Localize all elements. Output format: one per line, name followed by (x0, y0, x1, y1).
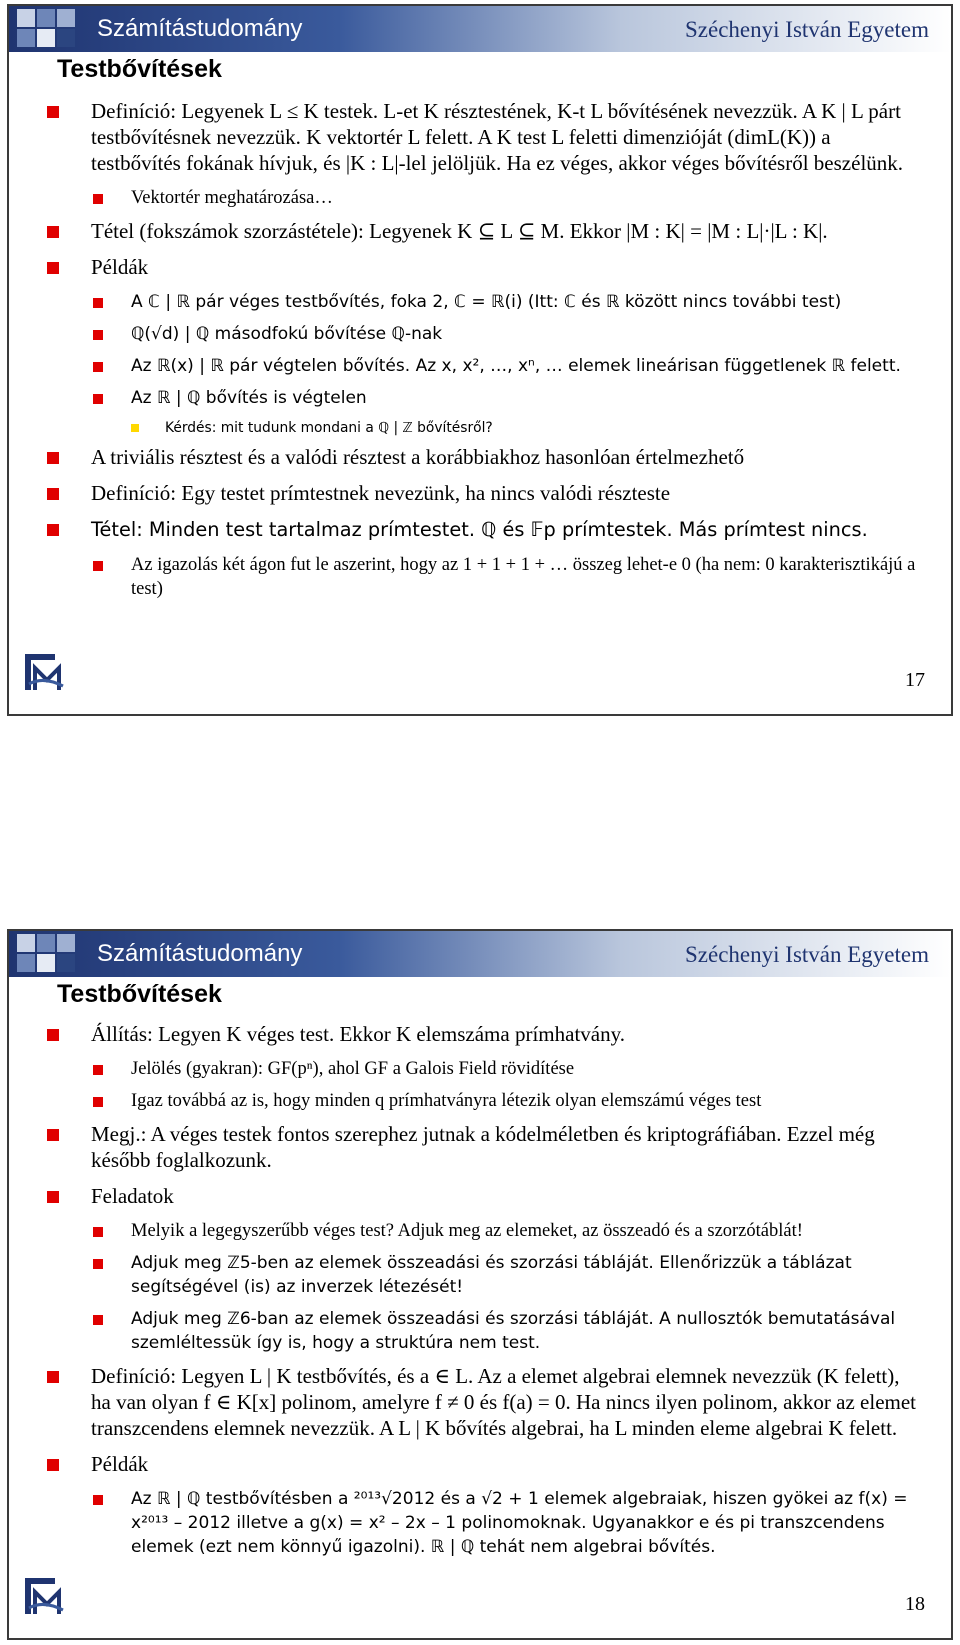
bullet-text: Melyik a legegyszerűbb véges test? Adjuk meg az elemeket, az összeadó és a szorzótáblát! (131, 1221, 803, 1241)
bullet-text: Feladatok (91, 1184, 174, 1208)
bullet-square-icon (93, 1227, 103, 1237)
decorative-squares-icon (17, 9, 97, 49)
bullet (39, 1089, 921, 1113)
bullet-square-icon (93, 1495, 103, 1505)
slide-17 (7, 4, 953, 716)
bullet (39, 1251, 921, 1299)
bullet-square-icon (93, 1097, 103, 1107)
header-university: Széchenyi István Egyetem (685, 17, 929, 42)
bullet (39, 444, 921, 470)
bullet (39, 1057, 921, 1081)
bullet (39, 1219, 921, 1243)
bullet (39, 1183, 921, 1209)
bullet-square-icon (93, 194, 103, 204)
header-bar (9, 931, 951, 977)
university-logo-icon (23, 652, 65, 692)
bullet-text: ℚ(√d) | ℚ másodfokú bővítése ℚ-nak (131, 324, 443, 344)
bullet-text: Tétel: Minden test tartalmaz prímtestet. ℚ és 𝔽p prímtestek. Más prímtest nincs. (91, 518, 868, 541)
bullet-text: A ℂ | ℝ pár véges testbővítés, foka 2, ℂ = ℝ(i) (Itt: ℂ és ℝ között nincs további test) (131, 292, 842, 312)
bullet (39, 290, 921, 314)
bullet (39, 322, 921, 346)
header-bar (9, 6, 951, 52)
bullet (39, 254, 921, 280)
bullet-square-icon (93, 330, 103, 340)
bullet-text: Állítás: Legyen K véges test. Ekkor K elemszáma prímhatvány. (91, 1022, 625, 1046)
bullet-square-icon (93, 1315, 103, 1325)
bullet-text: Vektortér meghatározása… (131, 188, 333, 208)
bullet (39, 98, 921, 176)
bullet-square-icon (47, 262, 59, 274)
bullet-text: Definíció: Legyenek L ≤ K testek. L-et K résztestének, K-t L bővítésének nevezzük. A K | L párt testbővítésnek nevezzük. K vektortér L felett. A K test L feletti dimenzióját (dimL(K)) a testbővítés fokának hívjuk, és |K : L|-lel jelöljük. Ha ez véges, akkor véges bővítésről beszélünk. (91, 99, 904, 175)
slide-title: Testbővítések (57, 55, 222, 83)
university-logo-icon (23, 1576, 65, 1616)
bullet-text: Igaz továbbá az is, hogy minden q prímhatványra létezik olyan elemszámú véges test (131, 1091, 762, 1111)
bullet-text: Az ℝ | ℚ bővítés is végtelen (131, 388, 367, 408)
bullet-text: A triviális résztest és a valódi résztest a korábbiakhoz hasonlóan értelmezhető (91, 445, 745, 469)
bullet-square-icon (47, 226, 59, 238)
bullet (39, 1307, 921, 1355)
bullet (39, 1451, 921, 1477)
page-number: 18 (905, 1593, 925, 1615)
bullet-text: Definíció: Egy testet prímtestnek nevezünk, ha nincs valódi részteste (91, 481, 671, 505)
bullet-text: Az ℝ(x) | ℝ pár végtelen bővítés. Az x, x², …, xⁿ, … elemek lineárisan függetlenek ℝ felett. (131, 356, 901, 376)
bullet-text: Az igazolás két ágon fut le aszerint, hogy az 1 + 1 + 1 + … összeg lehet-e 0 (ha nem: 0 karakterisztikájú a test) (131, 555, 916, 599)
bullet-square-icon (93, 298, 103, 308)
bullet-text: Kérdés: mit tudunk mondani a ℚ | ℤ bővítésről? (165, 420, 493, 436)
bullet (39, 354, 921, 378)
bullet-square-icon (47, 488, 59, 500)
bullet (39, 218, 921, 244)
slide-content (39, 98, 921, 609)
header-course: Számítástudomány (97, 15, 303, 42)
bullet-text: Adjuk meg ℤ6-ban az elemek összeadási és szorzási tábláját. A nullosztók bemutatásával szemléltessük így is, hogy a struktúra nem test. (131, 1309, 896, 1353)
bullet (39, 553, 921, 601)
bullet-text: Definíció: Legyen L | K testbővítés, és a ∈ L. Az a elemet algebrai elemnek nevezzük (K felett), ha van olyan f ∈ K[x] polinom, amelyre f ≠ 0 és f(a) = 0. Ha nincs ilyen polinom, akkor az elemet transzcendens elemnek nevezzük. A L | K bővítés algebrai, ha L minden eleme algebrai K felett. (91, 1364, 916, 1440)
bullet-square-icon (93, 1065, 103, 1075)
bullet-square-icon (131, 424, 139, 432)
bullet-square-icon (93, 394, 103, 404)
header-course: Számítástudomány (97, 940, 303, 967)
bullet-square-icon (47, 452, 59, 464)
page-number: 17 (905, 669, 925, 691)
slide-content (39, 1021, 921, 1567)
bullet-text: Példák (91, 1452, 149, 1476)
bullet-text: Az ℝ | ℚ testbővítésben a ²⁰¹³√2012 és a √2 + 1 elemek algebraiak, hiszen gyökei az f(x) = x²⁰¹³ – 2012 illetve a g(x) = x² – 2x – 1 polinomoknak. Ugyanakkor e és pi transzcendens elemek (ezt nem könnyű igazolni). ℝ | ℚ tehát nem algebrai bővítés. (131, 1489, 908, 1557)
bullet-square-icon (47, 524, 59, 536)
bullet (39, 1363, 921, 1441)
bullet (39, 1487, 921, 1559)
bullet-square-icon (93, 561, 103, 571)
header-university: Széchenyi István Egyetem (685, 942, 929, 967)
bullet (39, 386, 921, 410)
bullet (39, 186, 921, 210)
bullet-square-icon (47, 106, 59, 118)
bullet-text: Példák (91, 255, 149, 279)
bullet-text: Jelölés (gyakran): GF(pⁿ), ahol GF a Galois Field rövidítése (131, 1059, 575, 1079)
bullet (39, 418, 921, 438)
bullet-text: Tétel (fokszámok szorzástétele): Legyenek K ⊆ L ⊆ M. Ekkor |M : K| = |M : L|·|L : K|. (91, 219, 828, 243)
slide-18 (7, 929, 953, 1640)
bullet-square-icon (47, 1371, 59, 1383)
decorative-squares-icon (17, 934, 97, 974)
bullet-square-icon (47, 1191, 59, 1203)
slide-title: Testbővítések (57, 980, 222, 1008)
bullet (39, 480, 921, 506)
bullet-square-icon (47, 1029, 59, 1041)
bullet (39, 516, 921, 543)
bullet-text: Adjuk meg ℤ5-ben az elemek összeadási és szorzási tábláját. Ellenőrizzük a táblázat segítségével (is) az inverzek létezését! (131, 1253, 852, 1297)
bullet (39, 1121, 921, 1173)
bullet-text: Megj.: A véges testek fontos szerephez jutnak a kódelméletben és kriptográfiában. Ezzel még később foglalkozunk. (91, 1122, 875, 1172)
bullet-square-icon (47, 1129, 59, 1141)
bullet-square-icon (93, 362, 103, 372)
bullet-square-icon (47, 1459, 59, 1471)
bullet-square-icon (93, 1259, 103, 1269)
bullet (39, 1021, 921, 1047)
